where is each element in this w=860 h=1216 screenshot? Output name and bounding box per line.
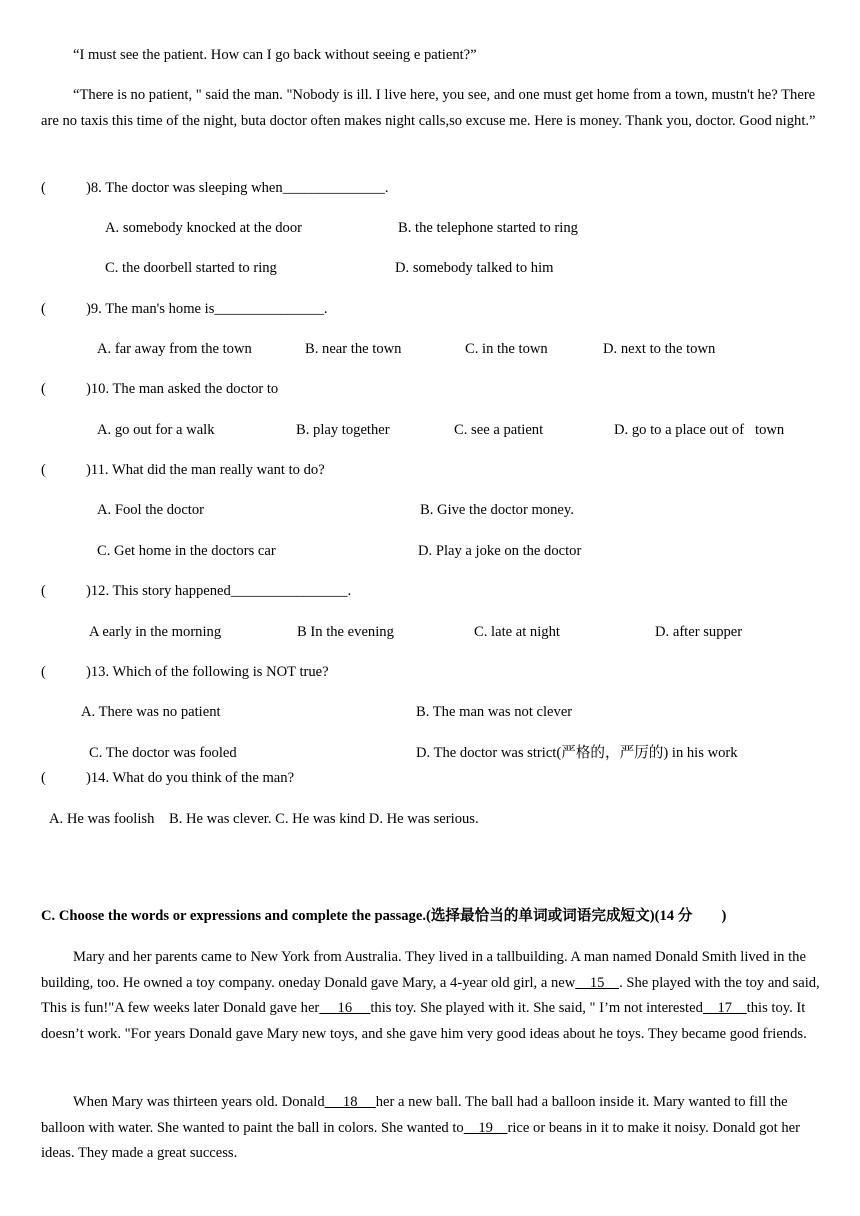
question-9-option-d: D. next to the town [603,341,716,357]
paragraph-text: . She played with the toy and said, This is fun!"A few weeks later Donald gave her [41,974,820,1016]
passage-line-1: “I must see the patient. How can I go back without seeing e patient?” [73,47,477,63]
blank-16[interactable]: 16 [319,1000,371,1016]
question-11-option-d: D. Play a joke on the doctor [418,543,582,559]
answer-paren: ( [41,770,46,786]
section-c-paragraph-1 [41,945,821,1047]
paragraph-text: her a new ball. The ball had a balloon inside it. Mary wanted to fill the balloon with water. She wanted to paint the ball in colors. She wanted to [41,1094,788,1136]
question-13-option-d: D. The doctor was strict(严格的，严厉的) in his work [416,745,738,761]
answer-paren: ( [41,180,46,196]
question-13-option-b: B. The man was not clever [416,704,573,720]
section-c-paragraph-2 [41,1090,821,1167]
question-11-option-b: B. Give the doctor money. [420,502,574,518]
paragraph-text: this toy. She played with it. She said, " I’m not interested [370,1000,703,1016]
question-9-option-b: B. near the town [305,341,402,357]
paragraph-text: Mary and her parents came to New York from Australia. They lived in a tallbuilding. A man named Donald Smith lived in the building, too. He owned a toy company. oneday Donald gave Mary, a 4-year old girl, a new [41,949,806,991]
question-10-stem: )10. The man asked the doctor to [86,381,279,397]
paragraph-text: rice or beans in it to make it noisy. Donald got her ideas. They made a great success. [41,1119,800,1161]
question-9-option-c: C. in the town [465,341,548,357]
question-10-option-d: D. go to a place out of town [614,422,785,438]
question-10-option-a: A. go out for a walk [97,422,215,438]
blank-18[interactable]: 18 [324,1094,376,1110]
question-13-option-a: A. There was no patient [81,704,221,720]
answer-paren: ( [41,301,46,317]
question-13-option-c: C. The doctor was fooled [89,745,237,761]
passage-paragraph-2: “There is no patient, " said the man. "Nobody is ill. I live here, you see, and one must get home from a town, mustn't he? There are no taxis this time of the night, buta doctor often makes night calls,so excuse me. Here is money. Thank you, doctor. Good night.” [41,87,816,129]
question-12-option-d: D. after supper [655,624,743,640]
answer-paren: ( [41,381,46,397]
question-13-stem: )13. Which of the following is NOT true? [86,664,329,680]
question-10-option-b: B. play together [296,422,390,438]
question-8-stem: )8. The doctor was sleeping when______________. [86,180,389,196]
section-c-heading: C. Choose the words or expressions and complete the passage.(选择最恰当的单词或词语完成短文)(14 分 ) [41,908,727,924]
paragraph-text: this toy. It doesn’t work. "For years Donald gave Mary new toys, and she gave him very good ideas about he toys. They became good friends. [41,1000,807,1042]
question-8-option-c: C. the doorbell started to ring [105,260,277,276]
question-9-option-a: A. far away from the town [97,341,252,357]
question-9-stem: )9. The man's home is_______________. [86,301,328,317]
question-12-option-b: B In the evening [297,624,394,640]
question-8-option-b: B. the telephone started to ring [398,220,578,236]
question-8-option-d: D. somebody talked to him [395,260,554,276]
blank-19[interactable]: 19 [463,1119,508,1136]
paragraph-text: When Mary was thirteen years old. Donald [73,1094,325,1110]
question-14-stem: )14. What do you think of the man? [86,770,295,786]
question-14-options: A. He was foolish B. He was clever. C. He was kind D. He was serious. [49,811,479,827]
question-8-option-a: A. somebody knocked at the door [105,220,302,236]
answer-paren: ( [41,462,46,478]
question-11-option-a: A. Fool the doctor [97,502,205,518]
question-12-stem: )12. This story happened________________. [86,583,352,599]
question-11-stem: )11. What did the man really want to do? [86,462,325,478]
question-11-option-c: C. Get home in the doctors car [97,543,276,559]
blank-15[interactable]: 15 [575,974,620,991]
answer-paren: ( [41,583,46,599]
question-12-option-a: A early in the morning [89,624,222,640]
question-10-option-c: C. see a patient [454,422,544,438]
question-12-option-c: C. late at night [474,624,560,640]
blank-17[interactable]: 17 [702,1000,747,1016]
answer-paren: ( [41,664,46,680]
